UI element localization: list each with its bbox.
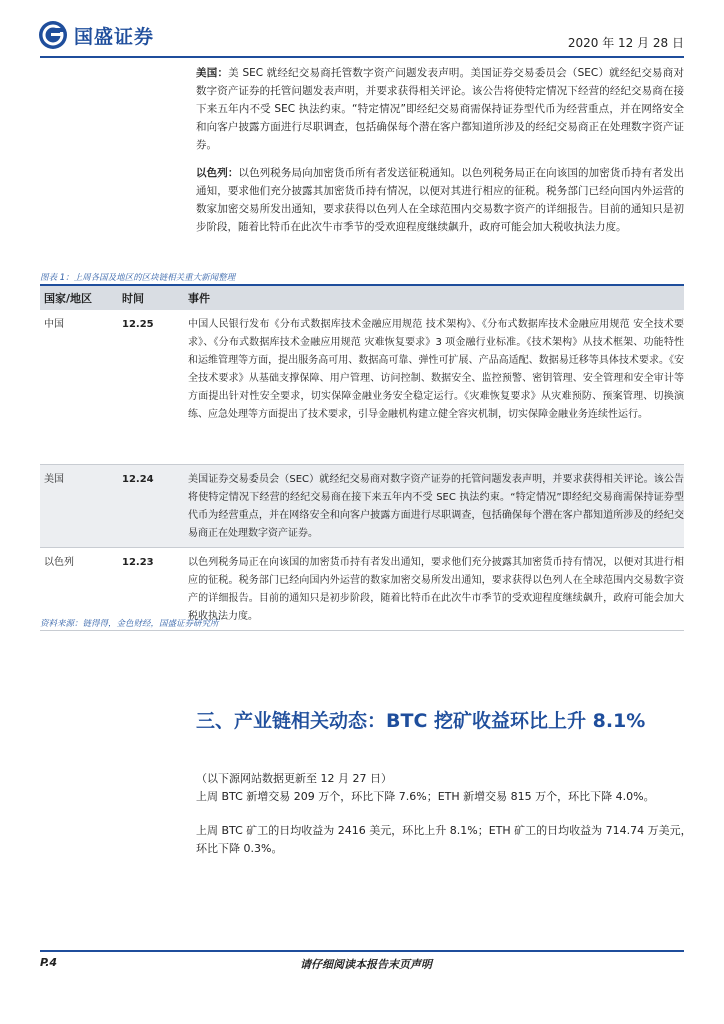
header-region: 国家/地区 <box>44 292 93 305</box>
us-text: 美 SEC 就经纪交易商托管数字资产问题发表声明。美国证券交易委员会（SEC）就经纪交易商对数字资产证券的托管问题发表声明，并要求获得相关评论。该公告将使特定情况下经营的经纪交易商在接下来五年内不受 SEC 执法约束。“特定情况”即经纪交易商需保持证券型代币为经营重点，并在网络安全和向客户披露方面进行尽职调查，包括确保每个潜在客户都知道所涉及的经纪交易商正在处理数字资产证券。 <box>196 67 685 151</box>
table-row <box>40 465 684 548</box>
news-table <box>40 284 684 631</box>
page-number: P.4 <box>40 956 58 969</box>
table-row <box>40 310 684 465</box>
row-event: 中国人民银行发布《分布式数据库技术金融应用规范 技术架构》、《分布式数据库技术金融应用规范 安全技术要求》、《分布式数据库技术金融应用规范 灾难恢复要求》3 项金融行业标准。《技术架构》从技术框架、功能特性和运维管理等方面，提出服务高可用、数据高可靠、弹性可扩展、产品高适配、数据易迁移等具体技术要求。《安全技术要求》从基础支撑保障、用户管理、访问控制、数据安全、监控预警、密钥管理、安全管理和安全审计等方面提出针对性安全要求，切实保障金融业务安全稳定运行。《灾难恢复要求》从灾难预防、预案管理、切换演练、应急处理等方面提出了技术要求，引导金融机构建立健全容灾机制，切实保障金融业务连续性运行。 <box>188 319 684 420</box>
miner-revenue-line: 上周 BTC 矿工的日均收益为 2416 美元，环比上升 8.1%；ETH 矿工的日均收益为 714.74 万美元，环比下降 0.3%。 <box>196 824 692 855</box>
data-update-note: （以下源网站数据更新至 12 月 27 日） <box>196 772 392 785</box>
row-region: 美国 <box>44 474 64 485</box>
table-header <box>40 284 684 310</box>
company-logo-icon <box>38 20 68 50</box>
page-header <box>0 0 724 60</box>
header-date: 时间 <box>122 292 144 305</box>
us-label: 美国： <box>196 67 229 79</box>
row-date: 12.24 <box>122 474 154 485</box>
header-event: 事件 <box>188 292 210 305</box>
row-event: 美国证券交易委员会（SEC）就经纪交易商对数字资产证券的托管问题发表声明，并要求获得相关评论。该公告将使特定情况下经营的经纪交易商在接下来五年内不受 SEC 执法约束。“特定情况”即经纪交易商需保持证券型代币为经营重点，并在网络安全和向客户披露方面进行尽职调查，包括确保每个潜在客户都知道所涉及的经纪交易商正在处理数字资产证券。 <box>188 474 684 539</box>
transactions-line: 上周 BTC 新增交易 209 万个，环比下降 7.6%；ETH 新增交易 815 万个，环比下降 4.0%。 <box>196 790 655 803</box>
row-date: 12.25 <box>122 319 154 330</box>
row-date: 12.23 <box>122 557 154 568</box>
table-source: 资料来源：链得得，金色财经，国盛证券研究所 <box>40 619 219 629</box>
israel-paragraph <box>196 164 684 236</box>
section-title: 三、产业链相关动态：BTC 挖矿收益环比上升 8.1% <box>196 710 646 732</box>
company-logo <box>38 19 154 51</box>
israel-label: 以色列： <box>196 167 239 179</box>
footer-divider <box>40 950 684 952</box>
report-date: 2020 年 12 月 28 日 <box>567 36 684 50</box>
row-region: 中国 <box>44 319 64 330</box>
header-divider <box>40 56 684 58</box>
us-paragraph <box>196 64 684 154</box>
company-name: 国盛证券 <box>74 25 155 48</box>
disclaimer-note: 请仔细阅读本报告末页声明 <box>300 958 432 971</box>
row-region: 以色列 <box>44 557 74 568</box>
figure-caption: 图表 1：上周各国及地区的区块链相关重大新闻整理 <box>40 273 236 283</box>
israel-text: 以色列税务局向加密货币所有者发送征税通知。以色列税务局正在向该国的加密货币持有者发出通知，要求他们充分披露其加密货币持有情况，以便对其进行相应的征税。税务部门已经向国内外运营的数家加密交易所发出通知，要求获得以色列人在全球范围内交易数字资产的详细报告。目前的通知只是初步阶段，随着比特币在此次牛市季节的受欢迎程度继续飙升，政府可能会加大税收执法力度。 <box>196 167 685 233</box>
row-event: 以色列税务局正在向该国的加密货币持有者发出通知，要求他们充分披露其加密货币持有情况，以便对其进行相应的征税。税务部门已经向国内外运营的数家加密交易所发出通知，要求获得以色列人在全球范围内交易数字资产的详细报告。目前的通知只是初步阶段，随着比特币在此次牛市季节的受欢迎程度继续飙升，政府可能会加大税收执法力度。 <box>188 557 684 622</box>
